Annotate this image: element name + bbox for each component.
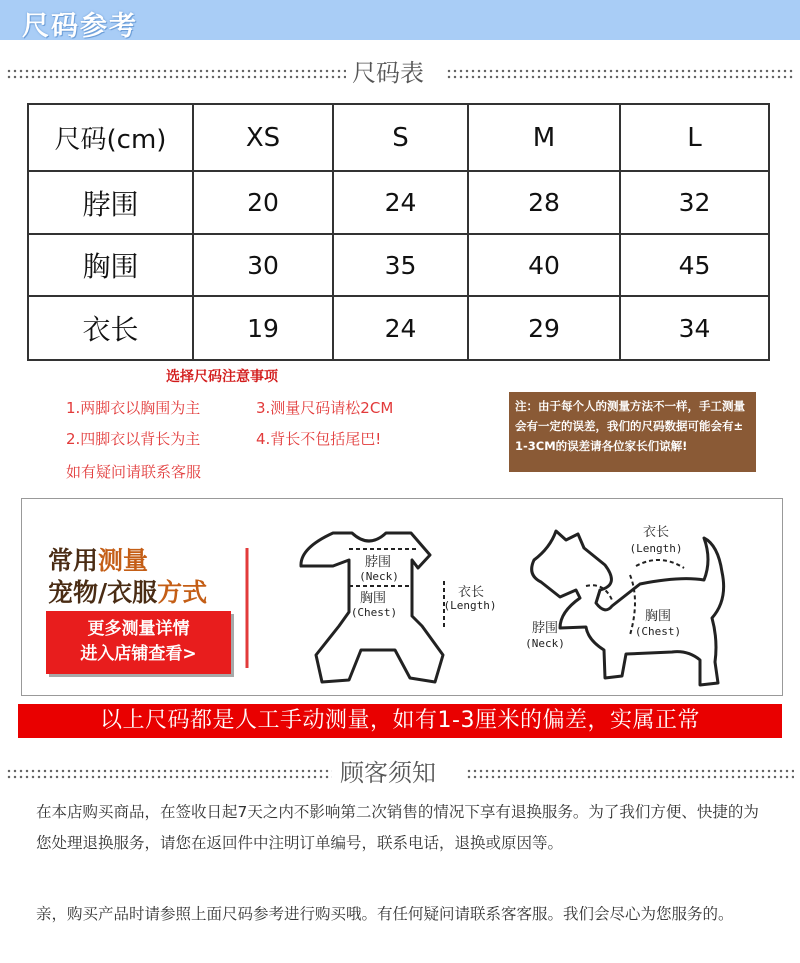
table-cell: 34 bbox=[620, 296, 769, 360]
row-label-chest: 胸围 bbox=[28, 234, 193, 296]
notice-section-title: 顾客须知 bbox=[340, 759, 436, 787]
size-header-m: M bbox=[468, 104, 620, 171]
table-cell: 20 bbox=[193, 171, 333, 234]
purchase-advice-paragraph: 亲，购买产品时请参照上面尺码参考进行购买哦。有任何疑问请联系客客服。我们会尽心为您服务的。 bbox=[36, 905, 734, 923]
table-cell: 35 bbox=[333, 234, 468, 296]
dog-outline-icon bbox=[525, 525, 724, 685]
clothes-chest-label: 胸围 bbox=[359, 591, 387, 606]
dog-length-en-label: (Length) bbox=[629, 542, 683, 555]
size-header-s: S bbox=[333, 104, 468, 171]
clothes-length-label: 衣长 bbox=[457, 585, 485, 600]
note-item: 3.测量尺码请松2CM bbox=[256, 399, 394, 417]
contact-service-note: 如有疑问请联系客服 bbox=[66, 463, 202, 481]
measure-title-part: 方式 bbox=[157, 578, 208, 607]
clothes-neck-en-label: (Neck) bbox=[359, 570, 399, 583]
dog-neck-en-label: (Neck) bbox=[525, 637, 565, 650]
size-header-unit: 尺码(cm) bbox=[28, 104, 193, 171]
table-cell: 40 bbox=[468, 234, 620, 296]
row-label-neck: 脖围 bbox=[28, 171, 193, 234]
notice-section-header bbox=[0, 759, 800, 787]
note-item: 2.四脚衣以背长为主 bbox=[66, 430, 201, 448]
size-header-l: L bbox=[620, 104, 769, 171]
clothes-chest-en-label: (Chest) bbox=[350, 606, 398, 619]
dog-chest-label: 胸围 bbox=[644, 609, 672, 624]
clothes-neck-label: 脖围 bbox=[364, 555, 392, 570]
table-cell: 24 bbox=[333, 171, 468, 234]
disclaimer-box: 注：由于每个人的测量方法不一样，手工测量会有一定的误差，我们的尺码数据可能会有± 1-3CM的误差请各位家长们谅解! bbox=[509, 392, 756, 472]
banner-title: 尺码参考 bbox=[22, 11, 138, 42]
size-section-title: 尺码表 bbox=[352, 59, 424, 87]
measure-title-part: 常用 bbox=[48, 546, 99, 575]
dog-length-label: 衣长 bbox=[642, 525, 670, 540]
dog-neck-label: 脖围 bbox=[531, 621, 559, 636]
table-cell: 28 bbox=[468, 171, 620, 234]
row-label-length: 衣长 bbox=[28, 296, 193, 360]
dotted-divider-right bbox=[466, 768, 794, 780]
clothes-outline-icon bbox=[301, 533, 497, 682]
measurement-deviation-banner: 以上尺码都是人工手动测量，如有1-3厘米的偏差，实属正常 bbox=[18, 704, 782, 738]
table-cell: 30 bbox=[193, 234, 333, 296]
measure-title-part: 测量 bbox=[98, 546, 149, 575]
dog-chest-en-label: (Chest) bbox=[634, 625, 682, 638]
note-item: 1.两脚衣以胸围为主 bbox=[66, 399, 201, 417]
table-cell: 29 bbox=[468, 296, 620, 360]
note-item: 4.背长不包括尾巴! bbox=[256, 430, 382, 448]
notes-title: 选择尺码注意事项 bbox=[166, 369, 278, 385]
return-policy-paragraph: 在本店购买商品，在签收日起7天之内不影响第二次销售的情况下享有退换服务。为了我们方便、快捷的为您处理退换服务，请您在返回件中注明订单编号，联系电话，退换或原因等。 bbox=[36, 803, 759, 852]
table-cell: 32 bbox=[620, 171, 769, 234]
table-cell: 19 bbox=[193, 296, 333, 360]
size-header-xs: XS bbox=[193, 104, 333, 171]
button-line: 更多测量详情 bbox=[87, 619, 190, 639]
measure-title-part: 宠物/衣服 bbox=[48, 578, 158, 607]
table-cell: 45 bbox=[620, 234, 769, 296]
clothes-length-en-label: (Length) bbox=[443, 599, 497, 612]
table-cell: 24 bbox=[333, 296, 468, 360]
button-line: 进入店铺查看> bbox=[80, 644, 197, 664]
dotted-divider-left bbox=[6, 768, 332, 780]
